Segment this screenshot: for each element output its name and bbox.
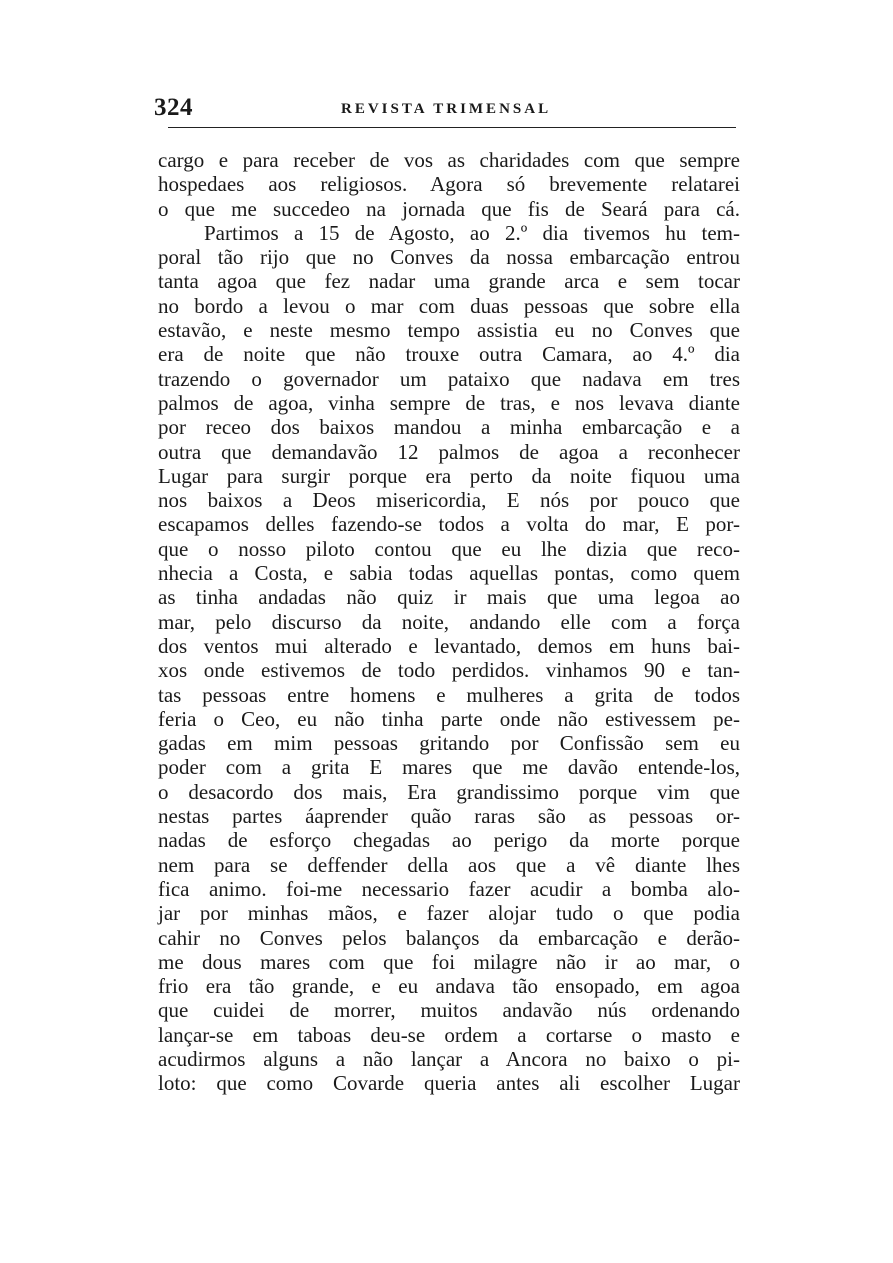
text-line: dos ventos mui alterado e levantado, demos em huns bai- — [158, 633, 740, 658]
text-line: nos baixos a Deos misericordia, E nós por pouco que — [158, 488, 740, 513]
text-line: lançar-se em taboas deu-se ordem a cortarse o masto e — [158, 1022, 740, 1047]
text-line: cahir no Conves pelos balanços da embarcação e derão- — [158, 925, 740, 950]
text-line: me dous mares com que foi milagre não ir ao mar, o — [158, 949, 740, 974]
text-line: outra que demandavão 12 palmos de agoa a reconhecer — [158, 439, 740, 464]
text-line: que o nosso piloto contou que eu lhe dizia que reco- — [158, 536, 740, 561]
text-line: jar por minhas mãos, e fazer alojar tudo o que podia — [158, 901, 740, 926]
running-head — [148, 94, 740, 124]
text-line: que cuidei de morrer, muitos andavão nús ordenando — [158, 998, 740, 1023]
text-line: por receo dos baixos mandou a minha embarcação e a — [158, 415, 740, 440]
text-line: escapamos delles fazendo-se todos a volta do mar, E por- — [158, 512, 740, 537]
paragraph-first-line: Partimos a 15 de Agosto, ao 2.º dia tivemos hu tem- — [204, 220, 740, 245]
text-line: tanta agoa que fez nadar uma grande arca e sem tocar — [158, 269, 740, 294]
text-line: nadas de esforço chegadas ao perigo da morte porque — [158, 828, 740, 853]
text-line: feria o Ceo, eu não tinha parte onde não estivessem pe- — [158, 706, 740, 731]
text-line: loto: que como Covarde queria antes ali escolher Lugar — [158, 1071, 740, 1096]
text-line: nhecia a Costa, e sabia todas aquellas pontas, como quem — [158, 561, 740, 586]
text-line: fica animo. foi-me necessario fazer acudir a bomba alo- — [158, 876, 740, 901]
text-line: o que me succedeo na jornada que fis de Seará para cá. — [158, 196, 740, 221]
text-line: poder com a grita E mares que me davão entende-los, — [158, 755, 740, 780]
text-line: no bordo a levou o mar com duas pessoas que sobre ella — [158, 293, 740, 318]
text-line: mar, pelo discurso da noite, andando elle com a força — [158, 609, 740, 634]
text-line: hospedaes aos religiosos. Agora só brevemente relatarei — [158, 172, 740, 197]
text-line: Lugar para surgir porque era perto da noite fiquou uma — [158, 463, 740, 488]
text-line: acudirmos alguns a não lançar a Ancora no baixo o pi- — [158, 1046, 740, 1071]
text-line: frio era tão grande, e eu andava tão ensopado, em agoa — [158, 974, 740, 999]
text-line: gadas em mim pessoas gritando por Confissão sem eu — [158, 731, 740, 756]
text-line: nem para se deffender della aos que a vê diante lhes — [158, 852, 740, 877]
text-line: tas pessoas entre homens e mulheres a grita de todos — [158, 682, 740, 707]
journal-title: REVISTA TRIMENSAL — [341, 101, 552, 117]
text-line: o desacordo dos mais, Era grandissimo porque vim que — [158, 779, 740, 804]
text-line: as tinha andadas não quiz ir mais que uma legoa ao — [158, 585, 740, 610]
text-line: cargo e para receber de vos as charidades com que sempre — [158, 148, 740, 172]
text-line: poral tão rijo que no Conves da nossa embarcação entrou — [158, 245, 740, 270]
text-line: nestas partes áaprender quão raras são as pessoas or- — [158, 804, 740, 829]
text-line: trazendo o governador um pataixo que nadava em tres — [158, 366, 740, 391]
text-line: estavão, e neste mesmo tempo assistia eu no Conves que — [158, 318, 740, 343]
text-line: xos onde estivemos de todo perdidos. vinhamos 90 e tan- — [158, 658, 740, 683]
body-text — [158, 148, 740, 1096]
page-number: 324 — [154, 94, 193, 121]
header-rule — [168, 127, 736, 128]
text-line: palmos de agoa, vinha sempre de tras, e nos levava diante — [158, 390, 740, 415]
text-line: era de noite que não trouxe outra Camara, ao 4.º dia — [158, 342, 740, 367]
